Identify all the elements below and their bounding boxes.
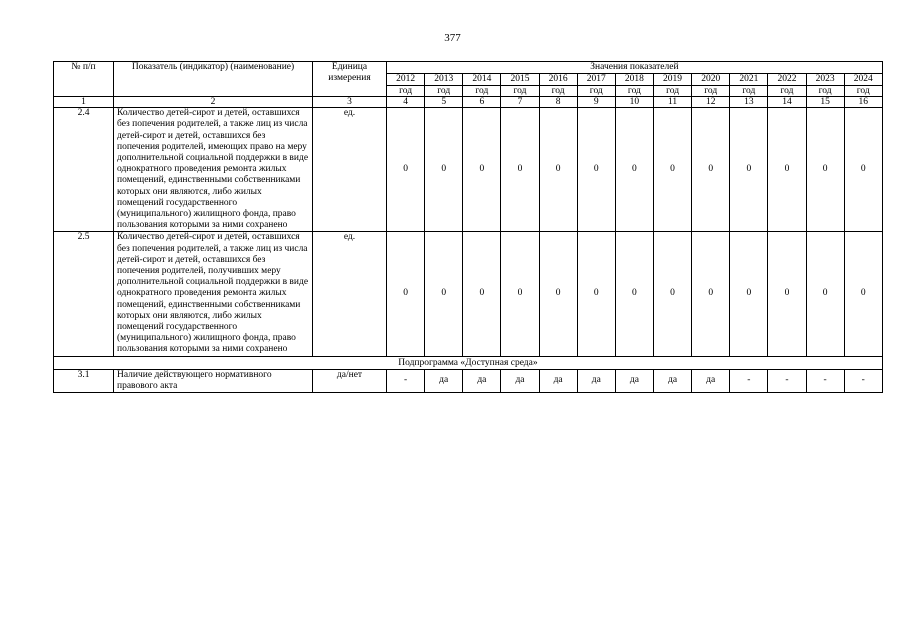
- value-cell: да: [425, 369, 463, 392]
- column-number: 6: [463, 97, 501, 108]
- year-header-cell: [463, 74, 501, 97]
- value-cell: 0: [425, 232, 463, 356]
- value-cell: 0: [501, 108, 539, 232]
- unit-cell: ед.: [313, 232, 387, 356]
- value-cell: -: [806, 369, 844, 392]
- year-word: год: [818, 85, 832, 96]
- value-cell: 0: [768, 108, 806, 232]
- year-value: 2024: [845, 74, 882, 86]
- year-word: год: [627, 85, 641, 96]
- year-header-cell: [844, 74, 882, 97]
- column-number: 2: [114, 97, 313, 108]
- year-word: год: [551, 85, 565, 96]
- value-cell: 0: [615, 108, 653, 232]
- value-cell: 0: [577, 108, 615, 232]
- column-number: 10: [615, 97, 653, 108]
- indicator-name: Наличие действующего нормативного правового акта: [114, 369, 313, 392]
- year-value: 2017: [578, 74, 615, 86]
- year-value: 2020: [692, 74, 729, 86]
- column-number: 11: [653, 97, 691, 108]
- value-cell: да: [692, 369, 730, 392]
- value-cell: 0: [463, 232, 501, 356]
- value-cell: 0: [844, 108, 882, 232]
- year-word: год: [856, 85, 870, 96]
- value-cell: -: [844, 369, 882, 392]
- indicators-table: [53, 61, 883, 393]
- indicator-name: Количество детей-сирот и детей, оставшихся без попечения родителей, а также лиц из числа детей-сирот и детей, оставшихся без попечения родителей, имеющих право на меру дополнительной социальной поддержки в виде однократного проведения ремонта жилых помещений, единственными собственниками которых они являются, либо жилых помещений государственного (муниципального) жилищного фонда, право пользования которыми за ними сохранено: [114, 108, 313, 232]
- value-cell: 0: [730, 232, 768, 356]
- year-word: год: [589, 85, 603, 96]
- value-cell: да: [577, 369, 615, 392]
- year-word: год: [513, 85, 527, 96]
- year-value: 2022: [768, 74, 805, 86]
- value-cell: -: [730, 369, 768, 392]
- year-header-cell: [501, 74, 539, 97]
- value-cell: -: [387, 369, 425, 392]
- row-number: 2.4: [54, 108, 114, 232]
- column-number: 8: [539, 97, 577, 108]
- table-row: [54, 108, 883, 232]
- year-value: 2023: [807, 74, 844, 86]
- page-number: 377: [444, 32, 461, 44]
- year-header-cell: [577, 74, 615, 97]
- subprogram-row: [54, 356, 883, 369]
- year-value: 2018: [616, 74, 653, 86]
- value-cell: 0: [692, 108, 730, 232]
- year-value: 2021: [730, 74, 767, 86]
- year-value: 2015: [501, 74, 538, 86]
- row-number: 3.1: [54, 369, 114, 392]
- column-number: 14: [768, 97, 806, 108]
- value-cell: 0: [730, 108, 768, 232]
- column-number: 1: [54, 97, 114, 108]
- indicator-name: Количество детей-сирот и детей, оставшихся без попечения родителей, а также лиц из числа детей-сирот и детей, оставшихся без попечения родителей, получивших меру дополнительной социальной поддержки в виде однократного проведения ремонта жилых помещений, единственными собственниками которых они являются, либо жилых помещений государственного (муниципального) жилищного фонда, право пользования которыми за ними сохранено: [114, 232, 313, 356]
- value-cell: 0: [806, 108, 844, 232]
- unit-cell: ед.: [313, 108, 387, 232]
- value-cell: 0: [387, 232, 425, 356]
- year-header-cell: [730, 74, 768, 97]
- table-row: [54, 232, 883, 356]
- value-cell: 0: [653, 232, 691, 356]
- column-number: 7: [501, 97, 539, 108]
- year-word: год: [780, 85, 794, 96]
- year-word: год: [399, 85, 413, 96]
- year-value: 2012: [387, 74, 424, 86]
- year-word: год: [666, 85, 680, 96]
- value-cell: -: [768, 369, 806, 392]
- value-cell: 0: [539, 232, 577, 356]
- column-number: 13: [730, 97, 768, 108]
- year-word: год: [475, 85, 489, 96]
- value-cell: да: [615, 369, 653, 392]
- year-header-cell: [768, 74, 806, 97]
- year-word: год: [742, 85, 756, 96]
- year-header-cell: [653, 74, 691, 97]
- row-number: 2.5: [54, 232, 114, 356]
- year-value: 2013: [425, 74, 462, 86]
- column-number: 9: [577, 97, 615, 108]
- value-cell: да: [463, 369, 501, 392]
- value-cell: да: [653, 369, 691, 392]
- column-number: 3: [313, 97, 387, 108]
- value-cell: да: [539, 369, 577, 392]
- value-cell: 0: [539, 108, 577, 232]
- value-cell: 0: [692, 232, 730, 356]
- column-number: 4: [387, 97, 425, 108]
- year-header-cell: [539, 74, 577, 97]
- year-value: 2014: [463, 74, 500, 86]
- value-cell: 0: [425, 108, 463, 232]
- column-numbers-row: [54, 97, 883, 108]
- year-header-cell: [425, 74, 463, 97]
- year-word: год: [704, 85, 718, 96]
- year-header-cell: [615, 74, 653, 97]
- value-cell: 0: [806, 232, 844, 356]
- subprogram-title: Подпрограмма «Доступная среда»: [54, 356, 883, 369]
- header-indicator: Показатель (индикатор) (наименование): [114, 62, 313, 97]
- value-cell: 0: [501, 232, 539, 356]
- value-cell: 0: [577, 232, 615, 356]
- table-row: [54, 369, 883, 392]
- value-cell: 0: [615, 232, 653, 356]
- value-cell: 0: [387, 108, 425, 232]
- column-number: 16: [844, 97, 882, 108]
- column-number: 5: [425, 97, 463, 108]
- value-cell: 0: [844, 232, 882, 356]
- column-number: 15: [806, 97, 844, 108]
- header-unit: Единица измерения: [313, 62, 387, 97]
- year-word: год: [437, 85, 451, 96]
- year-value: 2016: [540, 74, 577, 86]
- column-number: 12: [692, 97, 730, 108]
- year-header-cell: [387, 74, 425, 97]
- header-num: № п/п: [54, 62, 114, 97]
- year-header-cell: [692, 74, 730, 97]
- value-cell: да: [501, 369, 539, 392]
- unit-cell: да/нет: [313, 369, 387, 392]
- header-values: Значения показателей: [387, 62, 883, 74]
- value-cell: 0: [768, 232, 806, 356]
- year-header-cell: [806, 74, 844, 97]
- value-cell: 0: [653, 108, 691, 232]
- year-value: 2019: [654, 74, 691, 86]
- value-cell: 0: [463, 108, 501, 232]
